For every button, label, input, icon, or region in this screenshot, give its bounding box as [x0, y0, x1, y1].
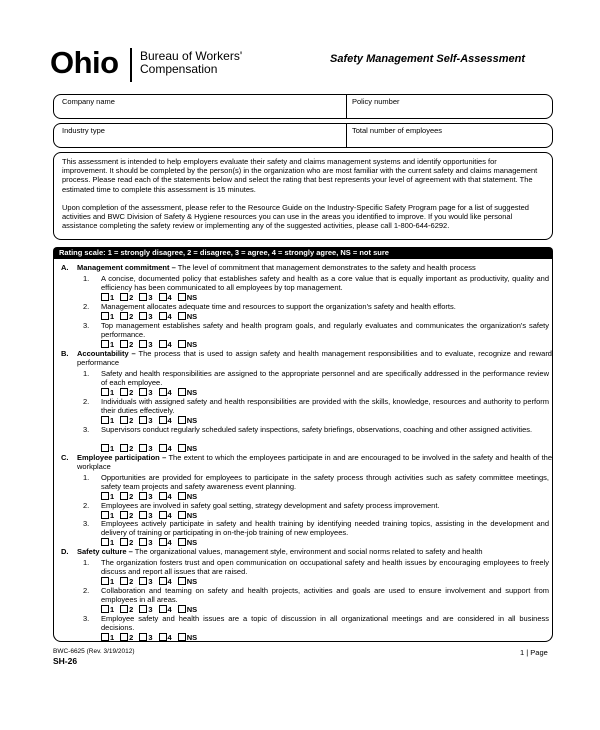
- total-employees-label: Total number of employees: [352, 126, 443, 135]
- rating-checkbox-label: NS: [186, 416, 198, 426]
- rating-checkbox-1[interactable]: [101, 416, 109, 424]
- field-divider: [346, 124, 347, 148]
- rating-checkbox-4[interactable]: [159, 492, 167, 500]
- rating-checkbox-1[interactable]: [101, 577, 109, 585]
- rating-checkbox-label: 4: [167, 492, 172, 502]
- rating-checkbox-label: 2: [129, 388, 134, 398]
- industry-type-field[interactable]: [60, 135, 340, 147]
- rating-checkbox-label: 4: [167, 577, 172, 587]
- rating-checkbox-label: 3: [148, 416, 153, 426]
- rating-checkbox-label: NS: [186, 577, 198, 587]
- section-letter: A.: [61, 263, 69, 272]
- rating-checkbox-label: 4: [167, 312, 172, 322]
- section-letter: C.: [61, 453, 69, 462]
- rating-checkbox-label: NS: [186, 293, 198, 303]
- rating-checkbox-label: 1: [110, 293, 115, 303]
- field-divider: [346, 95, 347, 119]
- rating-checkbox-label: NS: [186, 605, 198, 615]
- section-description: The organizational values, management style, environment and social norms related to safety and health: [132, 547, 483, 556]
- rating-checkbox-4[interactable]: [159, 340, 167, 348]
- rating-checkbox-label: NS: [186, 511, 198, 521]
- policy-number-label: Policy number: [352, 97, 400, 106]
- rating-checkbox-label: 2: [129, 293, 134, 303]
- section-description: The process that is used to assign safety and health management responsibilities and to evaluate, recognize and reward performance: [77, 349, 552, 367]
- rating-checkbox-2[interactable]: [120, 293, 128, 301]
- rating-checkbox-label: NS: [186, 633, 198, 643]
- item-number: 1.: [83, 473, 90, 482]
- rating-checkboxes: [101, 633, 203, 643]
- rating-checkbox-4[interactable]: [159, 538, 167, 546]
- rating-checkbox-label: 2: [129, 340, 134, 350]
- rating-checkbox-4[interactable]: [159, 444, 167, 452]
- intro-paragraph-1: This assessment is intended to help employers evaluate their safety and claims management systems and identify opportunities for improvement. It should be completed by the person(s) in the organization who are most familiar with the current safety and claims management process. Please read each of the statements below and select the rating that best represents your level of agreement with that statement. The estimated time to complete this assessment is 15 minutes.: [62, 157, 538, 194]
- rating-checkbox-ns[interactable]: [178, 293, 186, 301]
- rating-checkbox-label: NS: [186, 538, 198, 548]
- rating-checkbox-4[interactable]: [159, 293, 167, 301]
- item-text: Collaboration and teaming on safety and health projects, activities and goals are used to ensure involvement and support from employees in all areas.: [101, 586, 549, 604]
- rating-checkbox-label: 2: [129, 511, 134, 521]
- item-text: Top management establishes safety and health program goals, and regularly evaluates and communicates the organization's safety performance.: [101, 321, 549, 339]
- intro-paragraph-2: Upon completion of the assessment, please refer to the Resource Guide on the Industry-Specific Safety Program page for a list of suggested activities and BWC Division of Safety & Hygiene resources you can use in the areas you identified to improve. If you would like personal assistance completing the safety review or implementing any of the suggested activities, please call 1-800-644-6292.: [62, 202, 529, 231]
- rating-checkbox-label: 1: [110, 444, 115, 454]
- rating-checkbox-ns[interactable]: [178, 416, 186, 424]
- item-number: 3.: [83, 425, 90, 434]
- rating-checkbox-label: 4: [167, 605, 172, 615]
- item-number: 2.: [83, 586, 90, 595]
- item-number: 3.: [83, 614, 90, 623]
- rating-checkbox-label: 1: [110, 538, 115, 548]
- section-letter: D.: [61, 547, 69, 556]
- rating-checkbox-label: 2: [129, 577, 134, 587]
- item-text: The organization fosters trust and open communication on occupational safety and health issues by encouraging employees to freely discuss and report all issues that are raised.: [101, 558, 549, 576]
- item-number: 2.: [83, 501, 90, 510]
- rating-checkbox-ns[interactable]: [178, 340, 186, 348]
- rating-checkbox-ns[interactable]: [178, 538, 186, 546]
- rating-checkbox-4[interactable]: [159, 416, 167, 424]
- rating-checkbox-1[interactable]: [101, 444, 109, 452]
- rating-checkbox-2[interactable]: [120, 416, 128, 424]
- rating-checkbox-label: NS: [186, 492, 198, 502]
- rating-checkbox-1[interactable]: [101, 293, 109, 301]
- bureau-name: [140, 50, 242, 76]
- rating-checkbox-label: 4: [167, 633, 172, 643]
- rating-checkbox-label: 3: [148, 293, 153, 303]
- rating-checkbox-ns[interactable]: [178, 444, 186, 452]
- rating-checkbox-label: 1: [110, 388, 115, 398]
- rating-checkbox-label: 3: [148, 444, 153, 454]
- rating-checkbox-2[interactable]: [120, 492, 128, 500]
- rating-checkbox-label: 3: [148, 605, 153, 615]
- rating-checkbox-4[interactable]: [159, 312, 167, 320]
- rating-checkbox-ns[interactable]: [178, 605, 186, 613]
- rating-checkbox-2[interactable]: [120, 633, 128, 641]
- total-employees-field[interactable]: [350, 135, 545, 147]
- rating-checkbox-label: 3: [148, 492, 153, 502]
- rating-checkbox-1[interactable]: [101, 312, 109, 320]
- rating-checkbox-label: 1: [110, 577, 115, 587]
- rating-checkbox-label: 4: [167, 538, 172, 548]
- rating-checkbox-3[interactable]: [139, 312, 147, 320]
- rating-checkbox-label: 3: [148, 312, 153, 322]
- section-title: Accountability –: [77, 349, 136, 358]
- intro-box: [53, 152, 553, 240]
- policy-number-field[interactable]: [350, 106, 545, 118]
- rating-checkbox-3[interactable]: [139, 633, 147, 641]
- document-title: Safety Management Self-Assessment: [330, 53, 526, 65]
- rating-checkbox-1[interactable]: [101, 605, 109, 613]
- rating-checkbox-label: 3: [148, 633, 153, 643]
- rating-checkbox-2[interactable]: [120, 538, 128, 546]
- bureau-line-1: Bureau of Workers': [140, 49, 243, 63]
- rating-checkbox-3[interactable]: [139, 340, 147, 348]
- rating-checkbox-label: 3: [148, 538, 153, 548]
- rating-checkbox-label: NS: [186, 340, 198, 350]
- rating-checkbox-1[interactable]: [101, 538, 109, 546]
- section-heading: [77, 454, 552, 472]
- rating-checkbox-label: 2: [129, 312, 134, 322]
- item-text: A concise, documented policy that establishes safety and health as a core value that is equally important as productivity, quality and efficiency has been communicated to all employees by top management.: [101, 274, 549, 292]
- item-text: Employees actively participate in safety and health training by identifying needed training topics, assisting in the development and delivery of training or participating in on-the-job training of new employees.: [101, 519, 549, 537]
- rating-checkbox-3[interactable]: [139, 492, 147, 500]
- item-number: 3.: [83, 321, 90, 330]
- rating-checkbox-label: 1: [110, 416, 115, 426]
- rating-checkbox-label: 1: [110, 312, 115, 322]
- rating-checkbox-label: 4: [167, 416, 172, 426]
- item-number: 2.: [83, 397, 90, 406]
- item-number: 1.: [83, 369, 90, 378]
- rating-checkbox-ns[interactable]: [178, 492, 186, 500]
- section-description: The level of commitment that management demonstrates to the safety and health process: [175, 263, 476, 272]
- rating-checkbox-1[interactable]: [101, 388, 109, 396]
- item-number: 1.: [83, 558, 90, 567]
- bureau-line-2: Compensation: [140, 62, 218, 76]
- rating-checkbox-label: 4: [167, 388, 172, 398]
- section-description: The extent to which the employees participate in and are encouraged to be involved in the safety and health of the workplace: [77, 453, 553, 471]
- rating-checkbox-label: 2: [129, 444, 134, 454]
- item-text: Employee safety and health issues are a topic of discussion in all organizational meetings and are considered in all business decisions.: [101, 614, 549, 632]
- rating-checkbox-4[interactable]: [159, 633, 167, 641]
- item-text: Management allocates adequate time and resources to support the organization's safety and health efforts.: [101, 302, 456, 311]
- rating-checkbox-label: 2: [129, 492, 134, 502]
- item-number: 3.: [83, 519, 90, 528]
- rating-checkbox-label: NS: [186, 444, 198, 454]
- section-title: Employee participation –: [77, 453, 167, 462]
- rating-checkbox-label: 1: [110, 492, 115, 502]
- section-title: Safety culture –: [77, 547, 133, 556]
- rating-checkbox-3[interactable]: [139, 293, 147, 301]
- item-text: Employees are involved in safety goal setting, strategy development and safety process improvement.: [101, 501, 440, 510]
- rating-checkbox-3[interactable]: [139, 577, 147, 585]
- rating-checkbox-ns[interactable]: [178, 388, 186, 396]
- rating-checkbox-2[interactable]: [120, 577, 128, 585]
- rating-checkbox-3[interactable]: [139, 416, 147, 424]
- rating-checkbox-ns[interactable]: [178, 633, 186, 641]
- rating-checkbox-label: 1: [110, 633, 115, 643]
- rating-checkbox-1[interactable]: [101, 340, 109, 348]
- form-number: BWC-6625 (Rev. 3/19/2012): [53, 648, 135, 655]
- section-heading: [77, 264, 552, 273]
- rating-checkbox-label: 2: [129, 633, 134, 643]
- rating-checkbox-3[interactable]: [139, 388, 147, 396]
- rating-checkbox-label: 4: [167, 293, 172, 303]
- section-heading: [77, 350, 552, 368]
- ohio-logo: Ohio: [50, 45, 119, 80]
- rating-checkbox-label: NS: [186, 312, 198, 322]
- industry-type-label: Industry type: [62, 126, 105, 135]
- rating-checkbox-label: NS: [186, 388, 198, 398]
- section-heading: [77, 548, 552, 557]
- rating-checkbox-1[interactable]: [101, 633, 109, 641]
- item-text: Individuals with assigned safety and health responsibilities are provided with the skills, knowledge, resources and authority to perform their duties effectively.: [101, 397, 549, 415]
- rating-checkbox-4[interactable]: [159, 605, 167, 613]
- rating-checkbox-1[interactable]: [101, 492, 109, 500]
- rating-checkbox-label: 4: [167, 511, 172, 521]
- page-number: 1 | Page: [520, 648, 548, 657]
- rating-checkbox-2[interactable]: [120, 388, 128, 396]
- rating-checkbox-label: 3: [148, 511, 153, 521]
- section-title: Management commitment –: [77, 263, 176, 272]
- rating-checkbox-3[interactable]: [139, 605, 147, 613]
- item-number: 2.: [83, 302, 90, 311]
- rating-checkbox-3[interactable]: [139, 538, 147, 546]
- rating-checkbox-label: 3: [148, 577, 153, 587]
- section-letter: B.: [61, 349, 69, 358]
- rating-checkbox-label: 4: [167, 340, 172, 350]
- rating-checkbox-2[interactable]: [120, 605, 128, 613]
- form-code: SH-26: [53, 656, 78, 666]
- rating-checkbox-2[interactable]: [120, 312, 128, 320]
- rating-checkbox-label: 2: [129, 538, 134, 548]
- rating-checkbox-3[interactable]: [139, 444, 147, 452]
- rating-checkbox-label: 4: [167, 444, 172, 454]
- rating-checkbox-label: 1: [110, 511, 115, 521]
- rating-checkbox-2[interactable]: [120, 340, 128, 348]
- rating-checkbox-label: 2: [129, 416, 134, 426]
- item-number: 1.: [83, 274, 90, 283]
- logo-divider: [130, 48, 132, 82]
- rating-checkbox-4[interactable]: [159, 577, 167, 585]
- assessment-sections: [53, 258, 553, 642]
- rating-checkbox-label: 3: [148, 388, 153, 398]
- rating-checkbox-ns[interactable]: [178, 577, 186, 585]
- company-name-label: Company name: [62, 97, 115, 106]
- rating-scale-bar: Rating scale: 1 = strongly disagree, 2 = disagree, 3 = agree, 4 = strongly agree, NS = not sure: [53, 247, 553, 259]
- item-text: Supervisors conduct regularly scheduled safety inspections, safety briefings, observations, coaching and other assigned activities.: [101, 425, 533, 434]
- rating-checkbox-ns[interactable]: [178, 312, 186, 320]
- rating-checkbox-label: 1: [110, 340, 115, 350]
- company-name-field[interactable]: [60, 106, 340, 118]
- rating-checkbox-4[interactable]: [159, 388, 167, 396]
- rating-checkbox-label: 1: [110, 605, 115, 615]
- item-text: Safety and health responsibilities are assigned to the appropriate personnel and are specifically addressed in the performance review of each employee.: [101, 369, 549, 387]
- rating-checkbox-label: 2: [129, 605, 134, 615]
- rating-checkbox-2[interactable]: [120, 444, 128, 452]
- item-text: Opportunities are provided for employees to participate in the safety process through activities such as safety committee meetings, safety team projects and safety awareness event planning.: [101, 473, 549, 491]
- rating-checkbox-label: 3: [148, 340, 153, 350]
